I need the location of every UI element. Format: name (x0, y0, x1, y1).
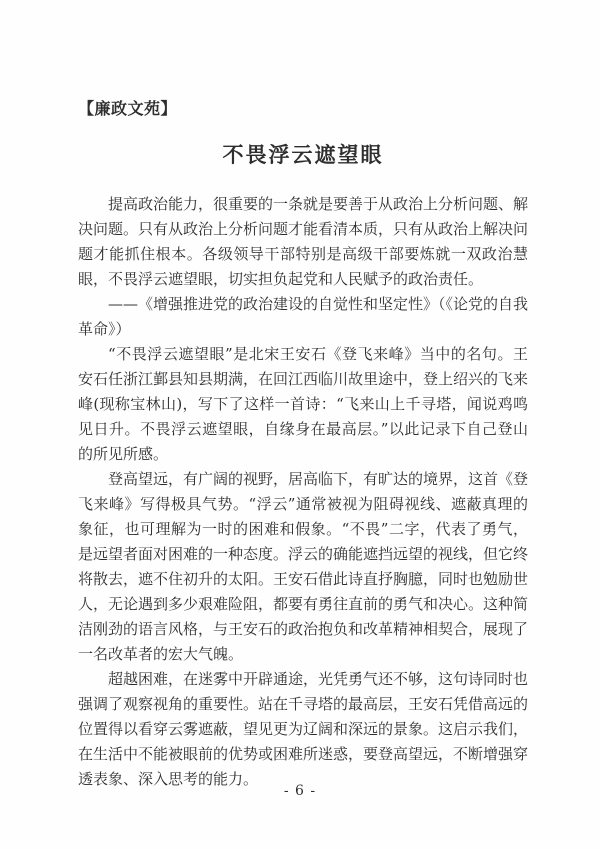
section-label: 【廉政文苑】 (78, 99, 178, 118)
document-title: 不畏浮云遮望眼 (222, 142, 384, 167)
paragraph-quote-attribution: ——《增强推进党的政治建设的自觉性和坚定性》（《论党的自我革命》） (78, 295, 529, 338)
paragraph-body-1: “不畏浮云遮望眼”是北宋王安石《登飞来峰》当中的名句。王安石任浙江鄞县知县期满，在回江西临川故里途中，登上绍兴的飞来峰(现称宝林山)，写下了这样一首诗：“飞来山上千寻塔，闻说鸡鸣见日升。不畏浮云遮望眼，自缘身在最高层。”以此记录下自己登山的所见所感。 (78, 345, 529, 463)
paragraph-body-2: 登高望远，有广阔的视野，居高临下，有旷达的境界，这首《登飞来峰》写得极具气势。“浮云”通常被视为阻碍视线、遮蔽真理的象征，也可理解为一时的困难和假象。“不畏”二字，代表了勇气，是远望者面对困难的一种态度。浮云的确能遮挡远望的视线，但它终将散去，遮不住初升的太阳。王安石借此诗直抒胸臆，同时也勉励世人，无论遇到多少艰难险阻，都要有勇往直前的勇气和决心。这种简洁刚劲的语言风格，与王安石的政治抱负和改革精神相契合，展现了一名改革者的宏大气魄。 (78, 470, 529, 663)
paragraph-body-3: 超越困难，在迷雾中开辟通途，光凭勇气还不够，这句诗同时也强调了观察视角的重要性。站在千寻塔的最高层，王安石凭借高远的位置得以看穿云雾遮蔽，望见更为辽阔和深远的景象。这启示我们，在生活中不能被眼前的优势或困难所迷惑，要登高望远，不断增强穿透表象、深入思考的能力。 (78, 670, 529, 788)
page-number: - 6 - (283, 783, 317, 799)
paragraph-leader-quote: 提高政治能力，很重要的一条就是要善于从政治上分析问题、解决问题。只有从政治上分析问题才能看清本质，只有从政治上解决问题才能抓住根本。各级领导干部特别是高级干部要炼就一双政治慧眼，不畏浮云遮望眼，切实担负起党和人民赋予的政治责任。 (78, 195, 529, 288)
document-body (78, 192, 528, 792)
